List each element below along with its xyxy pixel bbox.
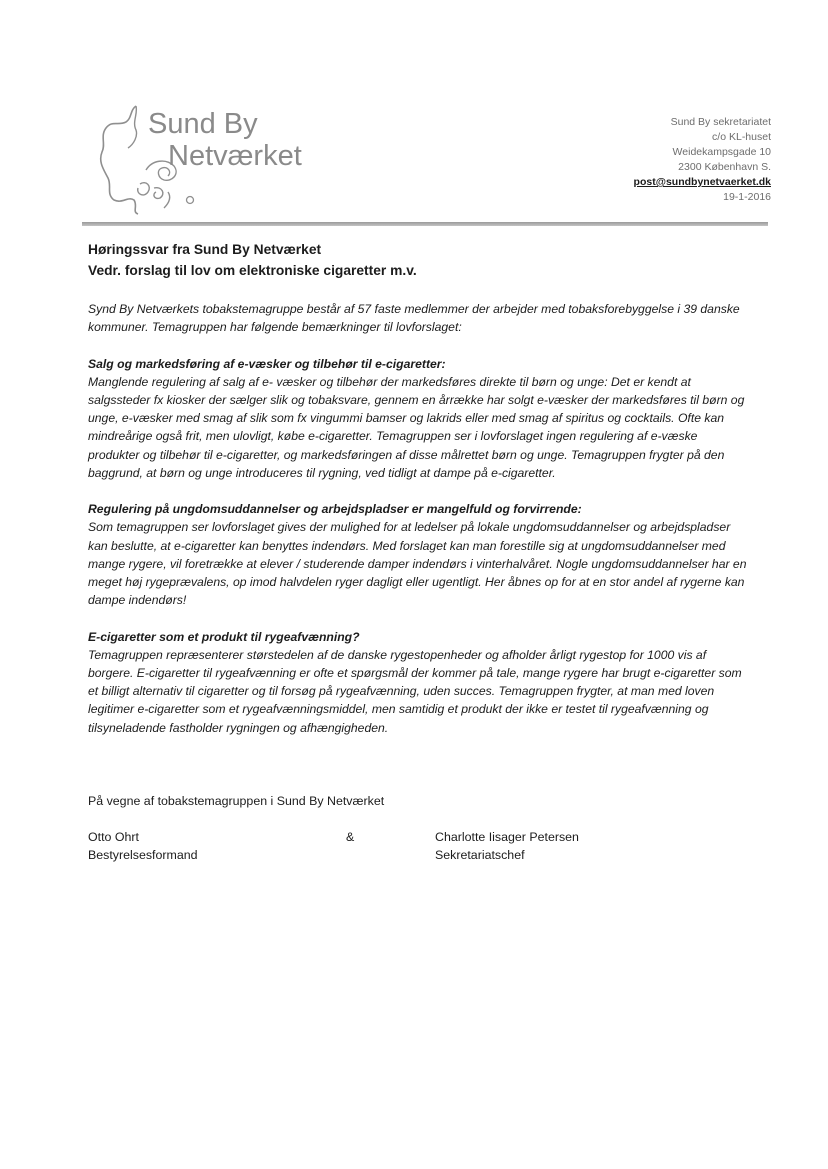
address-line: 2300 København S. — [678, 161, 771, 173]
section-1 — [88, 355, 748, 482]
signer-title: Bestyrelsesformand — [88, 848, 198, 862]
section-2 — [88, 500, 748, 609]
header-divider — [82, 222, 768, 226]
signer-name: Charlotte Iisager Petersen — [435, 830, 579, 844]
email-link[interactable]: post@sundbynetvaerket.dk — [633, 176, 771, 188]
organization-logo — [92, 100, 332, 218]
letter-date: 19-1-2016 — [723, 191, 771, 203]
section-text: Manglende regulering af salg af e- væsker og tilbehør der markedsføres direkte til børn og unge: Det er kendt at salgssteder fx kiosker der sælger slik og tobaksvare, gennem en årrække har solgt e-væsker der markedsføres til børn og unge, e-væsker med smag af slik som fx vingummi bamser og lakrids eller med smag af spiritus og cocktails. Ofte kan mindreårige også frit, men ulovligt, købe e-cigaretter. Temagruppen ser i lovforslaget ingen regulering af e-væske produkter og tilbehør til e-cigaretter, og markedsføringen af disse målrettet børn og unge. Temagruppen frygter på den baggrund, at børn og unge introduceres til rygning, ved tidligt at dampe på e-cigaretter. — [88, 374, 745, 480]
letter-body — [88, 300, 748, 755]
section-3 — [88, 628, 748, 737]
section-text: Som temagruppen ser lovforslaget gives der mulighed for at ledelser på lokale ungdomsuddannelser og arbejdspladser kan beslutte, at e-cigaretter kan benyttes indendørs. Med forslaget kan man forestille sig at ungdomsuddannelser med mange rygere, vil foretrække at elever / studerende damper indendørs i vinterhalvåret. Nogle ungdomsuddannelser har en meget høj rygeprævalens, op imod halvdelen ryger dagligt eller ugentligt. Her åbnes op for at en stor andel af rygerne kan dampe indendørs! — [88, 520, 747, 608]
signature-block-1 — [88, 828, 198, 864]
section-heading: Regulering på ungdomsuddannelser og arbejdspladser er mangelfuld og forvirrende: — [88, 502, 582, 517]
section-text: Temagruppen repræsenterer størstedelen af de danske rygestopenheder og afholder årligt rygestop for 1000 vis af borgere. E-cigaretter til rygeafvænning er ofte et spørgsmål der kommer på tale, mange rygere har brugt e-cigaretter som et billigt alternativ til cigaretter og til forsøg på rygeafvænning, uden succes. Temagruppen frygter, at man med loven legitimer e-cigaretter som et rygeafvænningsmiddel, men samtidig et produkt der ikke er testet til rygeafvænning og tilsyneladende fastholder rygningen og afhængigheden. — [88, 647, 742, 735]
address-line: c/o KL-huset — [712, 131, 771, 143]
address-line: Sund By sekretariatet — [670, 116, 771, 128]
closing-line: På vegne af tobakstemagruppen i Sund By Netværket — [88, 794, 385, 808]
section-heading: Salg og markedsføring af e-væsker og tilbehør til e-cigaretter: — [88, 356, 446, 371]
signer-name: Otto Ohrt — [88, 830, 139, 844]
signature-ampersand: & — [346, 830, 355, 844]
address-line: Weidekampsgade 10 — [672, 146, 771, 158]
document-subject: Vedr. forslag til lov om elektroniske cigaretter m.v. — [88, 263, 417, 278]
signature-block-2 — [435, 828, 579, 864]
sender-address — [634, 115, 771, 205]
intro-paragraph: Synd By Netværkets tobakstemagruppe består af 57 faste medlemmer der arbejder med tobaksforebyggelse i 39 danske kommuner. Temagruppen har følgende bemærkninger til lovforslaget: — [88, 302, 740, 335]
signer-title: Sekretariatschef — [435, 848, 525, 862]
logo-name: Sund By — [148, 108, 258, 140]
section-heading: E-cigaretter som et produkt til rygeafvænning? — [88, 629, 360, 644]
document-title: Høringssvar fra Sund By Netværket — [88, 242, 322, 257]
logo-subname: Netværket — [168, 140, 302, 172]
